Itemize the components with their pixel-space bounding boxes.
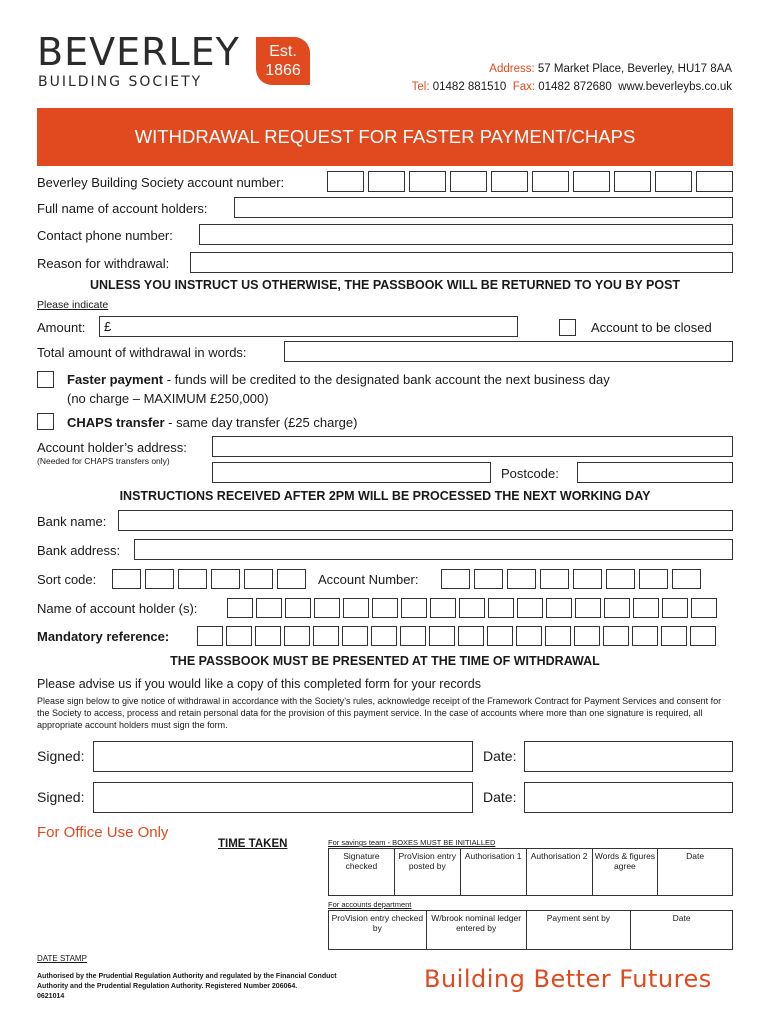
reference-char[interactable] (632, 626, 658, 646)
signature-input-1[interactable] (93, 741, 473, 772)
holder-name-char[interactable] (546, 598, 572, 618)
date-input-2[interactable] (524, 782, 733, 813)
slogan: Building Better Futures (424, 965, 712, 993)
holder-address-label: Account holder’s address: (37, 440, 187, 455)
account-number-digit[interactable] (409, 171, 446, 192)
postcode-label: Postcode: (501, 466, 559, 481)
bank-account-number-label: Account Number: (318, 572, 419, 587)
est-year: 1866 (265, 62, 301, 79)
full-name-label: Full name of account holders: (37, 201, 208, 216)
account-number-digit[interactable] (696, 171, 733, 192)
accounts-col[interactable]: ProVision entry checked by (329, 911, 427, 950)
holder-address-input-2[interactable] (212, 462, 491, 483)
reason-input[interactable] (190, 252, 733, 273)
reference-char[interactable] (371, 626, 397, 646)
fax-value: 01482 872680 (538, 81, 612, 93)
account-number-digit[interactable] (368, 171, 405, 192)
tel-value: 01482 881510 (432, 81, 507, 93)
postcode-input[interactable] (577, 462, 733, 483)
holder-name-char[interactable] (517, 598, 543, 618)
reason-label: Reason for withdrawal: (37, 256, 170, 271)
full-name-input[interactable] (234, 197, 733, 218)
holder-name-char[interactable] (314, 598, 340, 618)
account-closed-checkbox[interactable] (559, 319, 576, 336)
bank-name-label: Bank name: (37, 514, 107, 529)
savings-col[interactable]: Words & figures agree (592, 849, 658, 896)
accounts-col[interactable]: Date (631, 911, 733, 950)
reference-char[interactable] (603, 626, 629, 646)
holder-name-char[interactable] (256, 598, 282, 618)
tel-label: Tel: (411, 81, 430, 93)
holder-name-char[interactable] (459, 598, 485, 618)
currency-symbol: £ (104, 319, 112, 334)
chaps-checkbox[interactable] (37, 413, 54, 430)
bank-account-digit[interactable] (573, 569, 602, 589)
savings-col[interactable]: Authorisation 1 (460, 849, 526, 896)
bank-account-digit[interactable] (639, 569, 668, 589)
sort-code-digit[interactable] (277, 569, 306, 589)
reference-char[interactable] (197, 626, 223, 646)
sort-code-digit[interactable] (112, 569, 141, 589)
reference-char[interactable] (400, 626, 426, 646)
accounts-col[interactable]: Payment sent by (526, 911, 631, 950)
bank-account-digit[interactable] (606, 569, 635, 589)
passbook-present-notice: THE PASSBOOK MUST BE PRESENTED AT THE TIME OF WITHDRAWAL (170, 654, 600, 668)
holder-name-char[interactable] (285, 598, 311, 618)
date-input-1[interactable] (524, 741, 733, 772)
reference-char[interactable] (458, 626, 484, 646)
name-of-holder-label: Name of account holder (s): (37, 601, 198, 616)
form-title: WITHDRAWAL REQUEST FOR FASTER PAYMENT/CHAPS (37, 108, 733, 166)
fax-label: Fax: (512, 81, 536, 93)
passbook-return-notice: UNLESS YOU INSTRUCT US OTHERWISE, THE PASSBOOK WILL BE RETURNED TO YOU BY POST (89, 278, 681, 292)
holder-name-char[interactable] (227, 598, 253, 618)
office-use-title: For Office Use Only (37, 824, 169, 841)
bank-address-input[interactable] (134, 539, 733, 560)
holder-name-char[interactable] (488, 598, 514, 618)
reference-char[interactable] (284, 626, 310, 646)
date-stamp-label: DATE STAMP (37, 954, 87, 963)
reference-char[interactable] (516, 626, 542, 646)
reference-char[interactable] (487, 626, 513, 646)
contact-block (412, 60, 732, 96)
sort-code-label: Sort code: (37, 572, 97, 587)
brand-logo-sub: BUILDING SOCIETY (38, 74, 203, 90)
after-2pm-notice: INSTRUCTIONS RECEIVED AFTER 2PM WILL BE PROCESSED THE NEXT WORKING DAY (119, 489, 651, 503)
please-indicate-label: Please indicate (37, 299, 109, 311)
bank-account-digit[interactable] (672, 569, 701, 589)
sort-code-digit[interactable] (244, 569, 273, 589)
signed-label-2: Signed: (37, 789, 85, 805)
savings-caption: For savings team - BOXES MUST BE INITIALLED (328, 838, 496, 847)
time-taken-label: TIME TAKEN (218, 838, 288, 850)
reference-char[interactable] (313, 626, 339, 646)
holder-address-note: (Needed for CHAPS transfers only) (37, 456, 170, 466)
amount-words-input[interactable] (284, 341, 733, 362)
savings-col[interactable]: Signature checked (329, 849, 395, 896)
holder-name-char[interactable] (662, 598, 688, 618)
account-number-digit[interactable] (614, 171, 651, 192)
account-number-digit[interactable] (573, 171, 610, 192)
faster-payment-note: (no charge – MAXIMUM £250,000) (67, 391, 269, 406)
bank-address-label: Bank address: (37, 543, 121, 558)
holder-name-char[interactable] (343, 598, 369, 618)
brand-logo-word: BEVERLEY (37, 30, 240, 74)
bank-name-input[interactable] (118, 510, 733, 531)
reference-char[interactable] (226, 626, 252, 646)
regulatory-footer: Authorised by the Prudential Regulation Authority and regulated by the Financial Conduct Authority and the Prudential Regulation Authority. Registered Number 206064. 0621014 (37, 973, 337, 1000)
faster-payment-checkbox[interactable] (37, 371, 54, 388)
accounts-dept-table (328, 910, 733, 950)
holder-address-input-1[interactable] (212, 436, 733, 457)
mandatory-reference-label: Mandatory reference: (37, 629, 170, 644)
bank-account-digit[interactable] (474, 569, 503, 589)
bank-account-digit[interactable] (540, 569, 569, 589)
holder-name-char[interactable] (604, 598, 630, 618)
reference-char[interactable] (429, 626, 455, 646)
accounts-caption: For accounts department (328, 900, 412, 909)
holder-name-char[interactable] (372, 598, 398, 618)
address-label: Address: (489, 63, 535, 75)
date-label-2: Date: (483, 789, 517, 805)
account-closed-label: Account to be closed (591, 320, 712, 335)
reference-char[interactable] (690, 626, 716, 646)
amount-input[interactable] (99, 316, 518, 337)
holder-name-char[interactable] (401, 598, 427, 618)
sort-code-digit[interactable] (178, 569, 207, 589)
holder-name-char[interactable] (691, 598, 717, 618)
faster-payment-label: Faster payment - funds will be credited to the designated bank account the next business day (67, 372, 610, 387)
holder-name-char[interactable] (430, 598, 456, 618)
chaps-label: CHAPS transfer - same day transfer (£25 charge) (67, 415, 358, 430)
contact-phone-label: Contact phone number: (37, 228, 173, 243)
savings-team-table (328, 848, 733, 896)
savings-col[interactable]: ProVision entry posted by (394, 849, 460, 896)
date-label-1: Date: (483, 748, 517, 764)
account-number-label: Beverley Building Society account number: (37, 175, 285, 190)
account-number-digit[interactable] (655, 171, 692, 192)
website-link[interactable]: www.beverleybs.co.uk (618, 81, 732, 93)
address-value: 57 Market Place, Beverley, HU17 8AA (537, 63, 732, 75)
reference-char[interactable] (545, 626, 571, 646)
est-badge (256, 37, 310, 85)
reference-char[interactable] (661, 626, 687, 646)
est-label: Est. (269, 43, 297, 60)
accounts-col[interactable]: W/brook nominal ledger entered by (426, 911, 526, 950)
savings-col[interactable]: Authorisation 2 (526, 849, 592, 896)
reference-char[interactable] (255, 626, 281, 646)
copy-advise-text: Please advise us if you would like a copy of this completed form for your records (37, 677, 481, 691)
holder-name-char[interactable] (633, 598, 659, 618)
holder-name-char[interactable] (575, 598, 601, 618)
sort-code-digit[interactable] (211, 569, 240, 589)
contact-phone-input[interactable] (199, 224, 733, 245)
account-number-digit[interactable] (450, 171, 487, 192)
amount-label: Amount: (37, 320, 86, 335)
reference-char[interactable] (574, 626, 600, 646)
savings-col[interactable]: Date (658, 849, 733, 896)
account-number-digit[interactable] (491, 171, 528, 192)
signed-label-1: Signed: (37, 748, 85, 764)
account-number-digit[interactable] (532, 171, 569, 192)
account-number-digit[interactable] (327, 171, 364, 192)
bank-account-digit[interactable] (507, 569, 536, 589)
sign-notice-text: Please sign below to give notice of withdrawal in accordance with the Society’s rules, acknowledge receipt of the Framework Contract for Payment Services and consent for the Society to access, process and retain personal data for the provision of this payment service. In the case of accounts where more than one signature is required, all appropriate account holders must sign the form. (37, 696, 722, 730)
sort-code-digit[interactable] (145, 569, 174, 589)
signature-input-2[interactable] (93, 782, 473, 813)
reference-char[interactable] (342, 626, 368, 646)
amount-words-label: Total amount of withdrawal in words: (37, 345, 247, 360)
bank-account-digit[interactable] (441, 569, 470, 589)
